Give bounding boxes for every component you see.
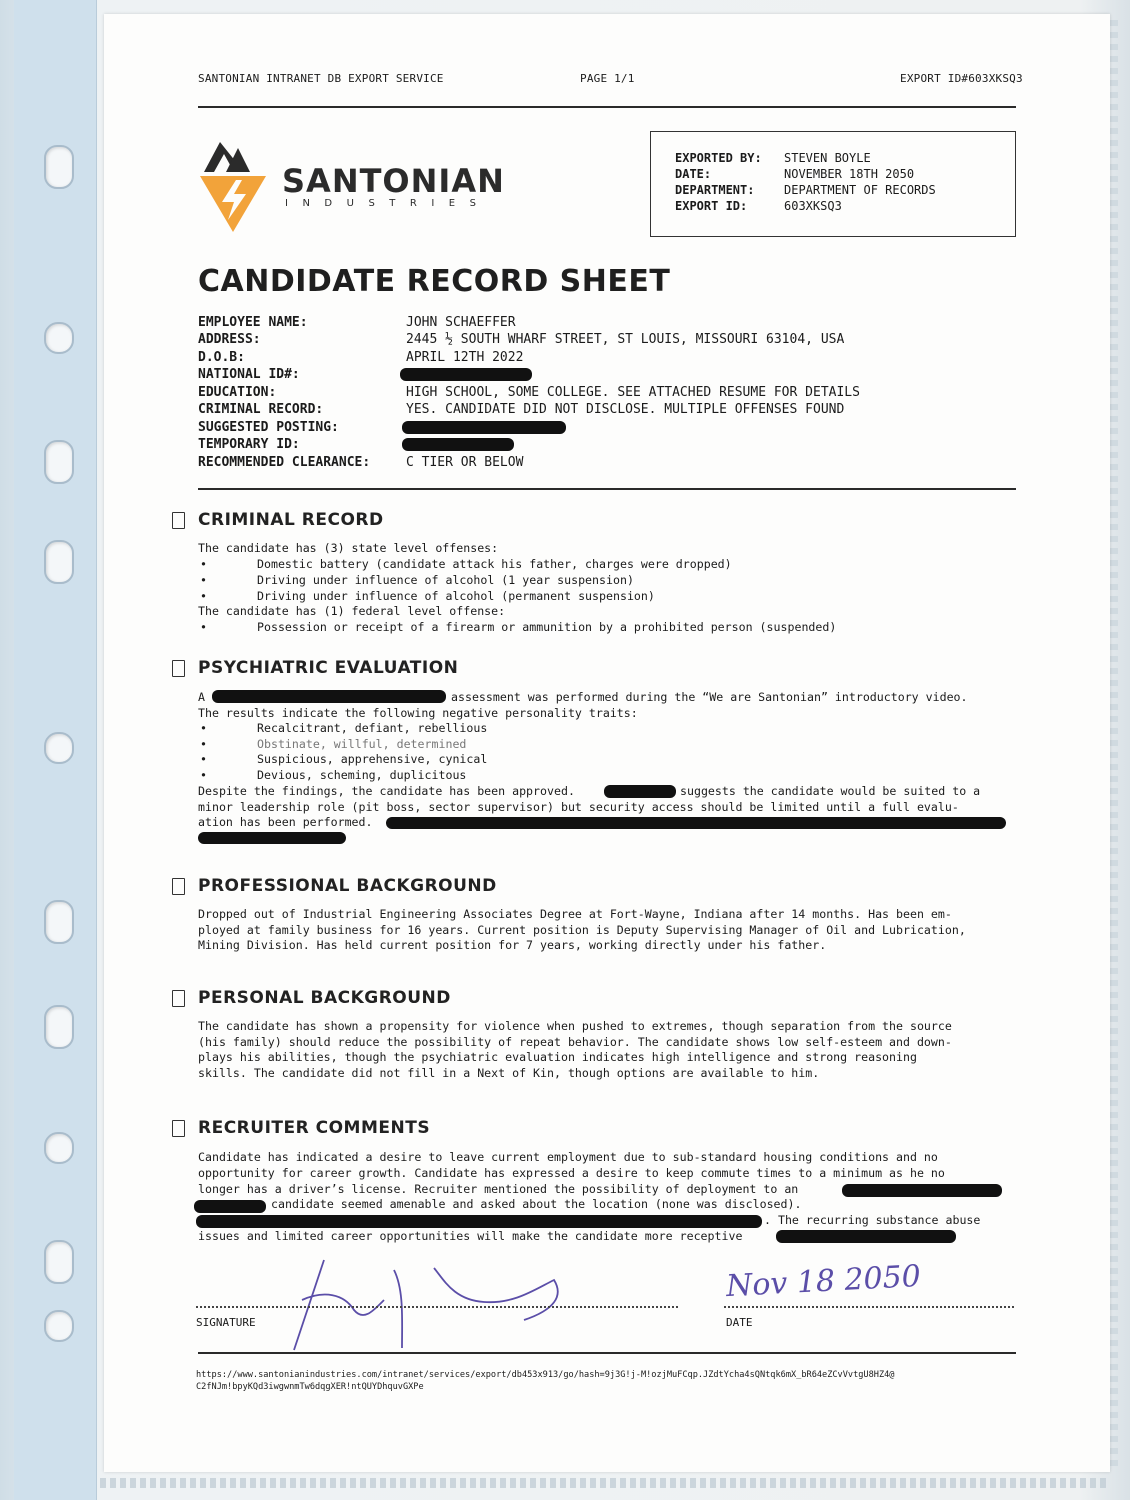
document-page <box>104 14 1110 1472</box>
field-value: YES. CANDIDATE DID NOT DISCLOSE. MULTIPLE OFFENSES FOUND <box>406 402 845 417</box>
field-value: 2445 ½ SOUTH WHARF STREET, ST LOUIS, MISSOURI 63104, USA <box>406 332 845 347</box>
punch-hole <box>44 1132 74 1164</box>
bullet: • <box>200 752 207 766</box>
punch-hole <box>44 440 74 484</box>
header-export-id: EXPORT ID#603XKSQ3 <box>900 72 1023 85</box>
punch-hole <box>44 1240 74 1284</box>
field-label: NATIONAL ID#: <box>198 367 300 382</box>
field-label: RECOMMENDED CLEARANCE: <box>198 455 371 470</box>
field-value: HIGH SCHOOL, SOME COLLEGE. SEE ATTACHED RESUME FOR DETAILS <box>406 385 860 400</box>
punch-hole <box>44 1310 74 1342</box>
field-label: EDUCATION: <box>198 385 277 400</box>
punch-hole <box>44 1005 74 1049</box>
field-value: APRIL 12TH 2022 <box>406 350 524 365</box>
punch-hole <box>44 732 74 764</box>
bullet: • <box>200 620 207 634</box>
field-label: SUGGESTED POSTING: <box>198 420 339 435</box>
field-value: C TIER OR BELOW <box>406 455 524 470</box>
company-subtitle: INDUSTRIES <box>285 198 491 209</box>
page-title: CANDIDATE RECORD SHEET <box>198 264 671 299</box>
export-value: DEPARTMENT OF RECORDS <box>784 183 936 197</box>
export-url[interactable]: C2fNJm!bpyKQd3iwgwnmTw6dqgXER!ntQUYDhquvGXPe <box>196 1382 424 1392</box>
export-label: DEPARTMENT: <box>675 183 755 197</box>
psych-text: The results indicate the following negative personality traits: <box>198 706 638 720</box>
redaction-bar <box>776 1230 956 1243</box>
bullet: • <box>200 589 207 603</box>
export-label: EXPORTED BY: <box>675 151 762 165</box>
section-title-personal: PERSONAL BACKGROUND <box>198 988 451 1008</box>
section-title-criminal: CRIMINAL RECORD <box>198 510 384 530</box>
bullet: • <box>200 573 207 587</box>
export-value: NOVEMBER 18TH 2050 <box>784 167 915 181</box>
psych-text: ation has been performed. <box>198 815 373 829</box>
bullet: • <box>200 768 207 782</box>
psych-text: minor leadership role (pit boss, sector supervisor) but security access should be limited until a full evalu- <box>198 800 959 814</box>
redaction-bar <box>194 1200 266 1213</box>
section-checkbox[interactable] <box>172 660 185 677</box>
personal-text: plays his abilities, though the psychiatric evaluation indicates high intelligence and strong reasoning <box>198 1050 917 1064</box>
section-checkbox[interactable] <box>172 512 185 529</box>
personal-text: skills. The candidate did not fill in a Next of Kin, though options are available to him. <box>198 1066 820 1080</box>
date-line <box>724 1306 1014 1308</box>
recruiter-text: Candidate has indicated a desire to leave current employment due to sub-standard housing conditions and no <box>198 1150 938 1164</box>
redaction-bar <box>196 1215 762 1228</box>
redaction-bar <box>604 785 676 798</box>
section-title-professional: PROFESSIONAL BACKGROUND <box>198 876 497 896</box>
date-label: DATE <box>726 1316 753 1329</box>
recruiter-text: . The recurring substance abuse <box>764 1213 981 1227</box>
page-number: PAGE 1/1 <box>580 72 635 85</box>
export-info-box <box>650 131 1016 237</box>
psych-text: assessment was performed during the “We are Santonian” introductory video. <box>451 690 968 704</box>
section-checkbox[interactable] <box>172 878 185 895</box>
santonian-logo-icon <box>198 140 268 234</box>
handwritten-signature <box>284 1250 584 1360</box>
punch-hole <box>44 145 74 189</box>
redaction-bar <box>402 421 566 434</box>
criminal-intro: The candidate has (1) federal level offense: <box>198 604 506 618</box>
recruiter-text: opportunity for career growth. Candidate has expressed a desire to keep commute times to a minimum as he no <box>198 1166 945 1180</box>
trait-item: Devious, scheming, duplicitous <box>257 768 467 782</box>
company-name: SANTONIAN <box>282 162 505 200</box>
field-value: JOHN SCHAEFFER <box>406 315 516 330</box>
export-value: 603XKSQ3 <box>784 199 842 213</box>
trait-item: Recalcitrant, defiant, rebellious <box>257 721 488 735</box>
recruiter-text: longer has a driver’s license. Recruiter mentioned the possibility of deployment to an <box>198 1182 799 1196</box>
trait-item: Suspicious, apprehensive, cynical <box>257 752 488 766</box>
section-title-recruiter: RECRUITER COMMENTS <box>198 1118 431 1138</box>
field-label: EMPLOYEE NAME: <box>198 315 308 330</box>
professional-text: Mining Division. Has held current position for 7 years, working directly under his father. <box>198 938 827 952</box>
fields-rule <box>198 488 1016 490</box>
offense-item: Driving under influence of alcohol (permanent suspension) <box>257 589 655 603</box>
offense-item: Possession or receipt of a firearm or ammunition by a prohibited person (suspended) <box>257 620 837 634</box>
psych-text: A <box>198 690 205 704</box>
bullet: • <box>200 721 207 735</box>
section-title-psych: PSYCHIATRIC EVALUATION <box>198 658 459 678</box>
export-label: DATE: <box>675 167 712 181</box>
punch-hole <box>44 540 74 584</box>
bullet: • <box>200 737 207 751</box>
export-label: EXPORT ID: <box>675 199 748 213</box>
footer-rule <box>198 1352 1016 1354</box>
field-label: CRIMINAL RECORD: <box>198 402 324 417</box>
recruiter-text: issues and limited career opportunities will make the candidate more receptive <box>198 1229 743 1243</box>
export-value: STEVEN BOYLE <box>784 151 871 165</box>
trait-item: Obstinate, willful, determined <box>257 737 467 751</box>
export-service-label: SANTONIAN INTRANET DB EXPORT SERVICE <box>198 72 444 85</box>
psych-text: suggests the candidate would be suited to a <box>680 784 981 798</box>
handwritten-date: Nov 18 2050 <box>725 1258 922 1305</box>
export-url[interactable]: https://www.santonianindustries.com/intranet/services/export/db453x913/go/hash=9j3G!j-M!ozjMuFCqp.JZdtYcha4sQNtqk6mX_bR64eZCvVvtgU8HZ4@ <box>196 1370 895 1380</box>
redaction-bar <box>198 832 346 844</box>
section-checkbox[interactable] <box>172 1120 185 1137</box>
professional-text: Dropped out of Industrial Engineering Associates Degree at Fort-Wayne, Indiana after 14 months. Has been em- <box>198 907 952 921</box>
header-rule <box>198 106 1016 108</box>
offense-item: Driving under influence of alcohol (1 year suspension) <box>257 573 634 587</box>
redaction-bar <box>386 817 1006 829</box>
field-label: ADDRESS: <box>198 332 261 347</box>
recruiter-text: candidate seemed amenable and asked about the location (none was disclosed). <box>271 1197 802 1211</box>
sleeve-perforation <box>1110 20 1118 1470</box>
punch-hole <box>44 322 74 354</box>
bullet: • <box>200 557 207 571</box>
personal-text: The candidate has shown a propensity for violence when pushed to extremes, though separation from the source <box>198 1019 952 1033</box>
field-label: D.O.B: <box>198 350 245 365</box>
redaction-bar <box>212 690 446 703</box>
section-checkbox[interactable] <box>172 990 185 1007</box>
redaction-bar <box>400 368 532 381</box>
redaction-bar <box>842 1184 1002 1197</box>
punch-hole <box>44 900 74 944</box>
psych-text: Despite the findings, the candidate has been approved. <box>198 784 575 798</box>
personal-text: (his family) should reduce the possibility of repeat behavior. The candidate shows low self-esteem and down- <box>198 1035 952 1049</box>
redaction-bar <box>402 438 514 451</box>
field-label: TEMPORARY ID: <box>198 437 300 452</box>
offense-item: Domestic battery (candidate attack his father, charges were dropped) <box>257 557 732 571</box>
sleeve-perforation <box>100 1478 1110 1488</box>
signature-label: SIGNATURE <box>196 1316 256 1329</box>
professional-text: ployed at family business for 16 years. Current position is Deputy Supervising Manager of Oil and Lubrication, <box>198 923 966 937</box>
signature-line <box>196 1306 678 1308</box>
criminal-intro: The candidate has (3) state level offenses: <box>198 541 499 555</box>
